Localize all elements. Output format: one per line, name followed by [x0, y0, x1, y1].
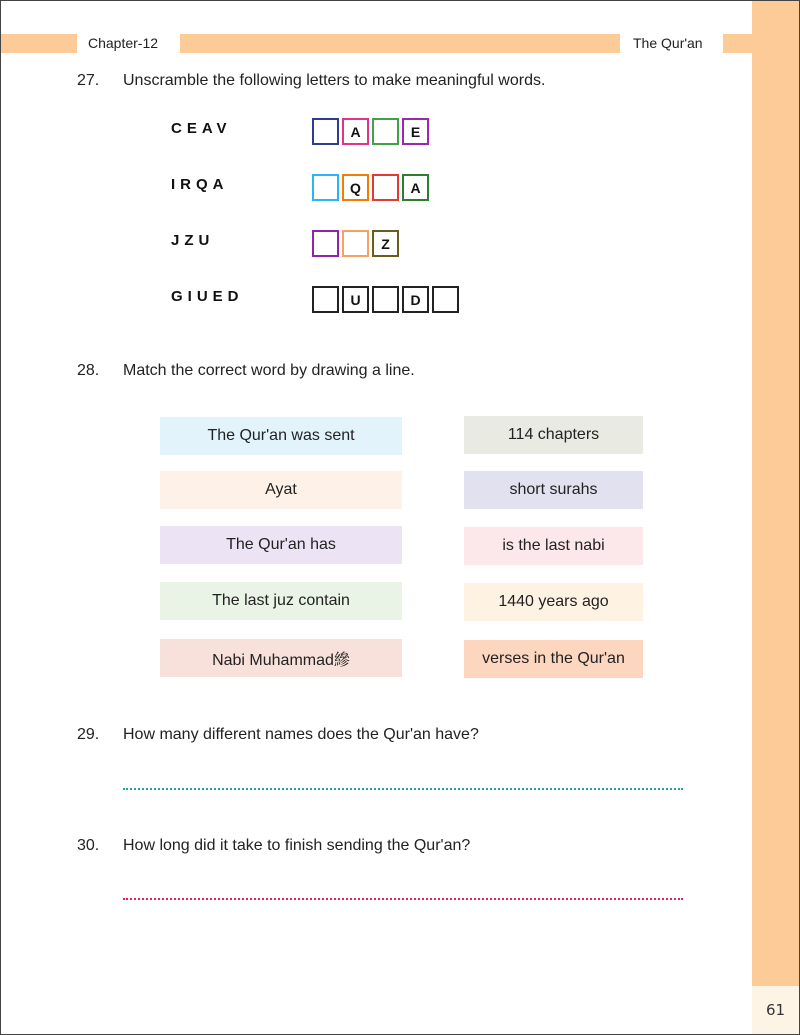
- match-right-item[interactable]: short surahs: [464, 471, 643, 509]
- question-text: Unscramble the following letters to make meaningful words.: [123, 72, 546, 89]
- side-bar: [752, 1, 799, 986]
- scrambled-word: CEAV: [171, 120, 232, 137]
- letter-boxes: [312, 174, 429, 201]
- answer-line[interactable]: [123, 788, 683, 790]
- match-left-item[interactable]: The Qur'an has: [160, 526, 402, 564]
- letter-boxes: [312, 286, 459, 313]
- letter-box[interactable]: Z: [372, 230, 399, 257]
- scrambled-word: JZU: [171, 232, 215, 249]
- letter-box[interactable]: [372, 118, 399, 145]
- letter-box[interactable]: [432, 286, 459, 313]
- letter-box[interactable]: A: [342, 118, 369, 145]
- match-right-item[interactable]: 1440 years ago: [464, 583, 643, 621]
- letter-box[interactable]: [312, 286, 339, 313]
- scrambled-word: IRQA: [171, 176, 229, 193]
- chapter-label: Chapter-12: [88, 35, 159, 51]
- match-left-item[interactable]: Ayat: [160, 471, 402, 509]
- letter-box[interactable]: E: [402, 118, 429, 145]
- header-strip: [723, 34, 752, 53]
- chapter-title: The Qur'an: [633, 35, 703, 51]
- scrambled-word: GIUED: [171, 288, 244, 305]
- letter-box[interactable]: [342, 230, 369, 257]
- match-left-item[interactable]: Nabi Muhammad縿: [160, 639, 402, 677]
- header-strip: [180, 34, 620, 53]
- letter-box[interactable]: [312, 230, 339, 257]
- question-number: 29.: [77, 726, 100, 743]
- question-number: 28.: [77, 362, 100, 379]
- match-right-item[interactable]: 114 chapters: [464, 416, 643, 454]
- match-right-item[interactable]: verses in the Qur'an: [464, 640, 643, 678]
- match-left-item[interactable]: The Qur'an was sent: [160, 417, 402, 455]
- match-right-item[interactable]: is the last nabi: [464, 527, 643, 565]
- page-number: 61: [752, 986, 799, 1034]
- answer-line[interactable]: [123, 898, 683, 900]
- letter-box[interactable]: [372, 286, 399, 313]
- letter-box[interactable]: U: [342, 286, 369, 313]
- letter-boxes: [312, 118, 429, 145]
- question-number: 27.: [77, 72, 100, 89]
- header-strip: [1, 34, 77, 53]
- letter-box[interactable]: Q: [342, 174, 369, 201]
- question-text: How many different names does the Qur'an have?: [123, 726, 479, 743]
- question-number: 30.: [77, 837, 100, 854]
- question-text: How long did it take to finish sending the Qur'an?: [123, 837, 471, 854]
- letter-box[interactable]: [312, 174, 339, 201]
- letter-box[interactable]: [372, 174, 399, 201]
- question-text: Match the correct word by drawing a line.: [123, 362, 415, 379]
- letter-box[interactable]: D: [402, 286, 429, 313]
- letter-box[interactable]: [312, 118, 339, 145]
- match-left-item[interactable]: The last juz contain: [160, 582, 402, 620]
- letter-box[interactable]: A: [402, 174, 429, 201]
- letter-boxes: [312, 230, 399, 257]
